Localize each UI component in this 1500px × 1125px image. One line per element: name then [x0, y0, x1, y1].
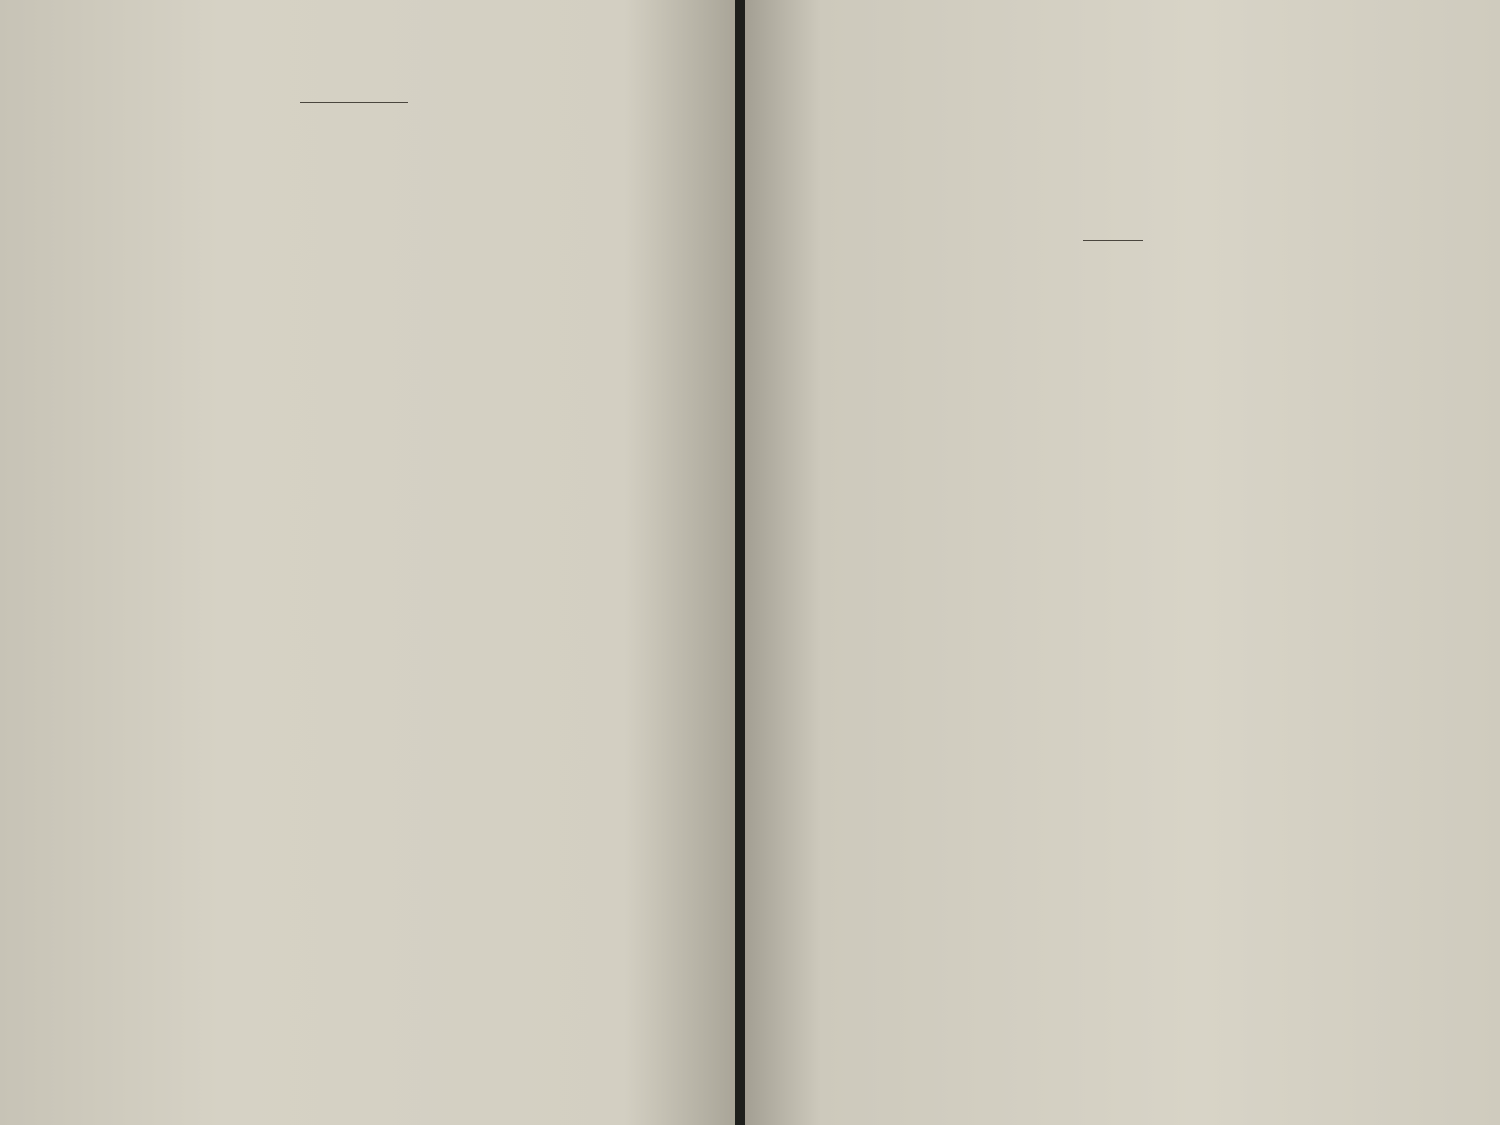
- right-page: [745, 0, 1500, 1125]
- title-rule: [1083, 240, 1143, 241]
- left-page: [0, 0, 735, 1125]
- divider-rule: [300, 102, 408, 103]
